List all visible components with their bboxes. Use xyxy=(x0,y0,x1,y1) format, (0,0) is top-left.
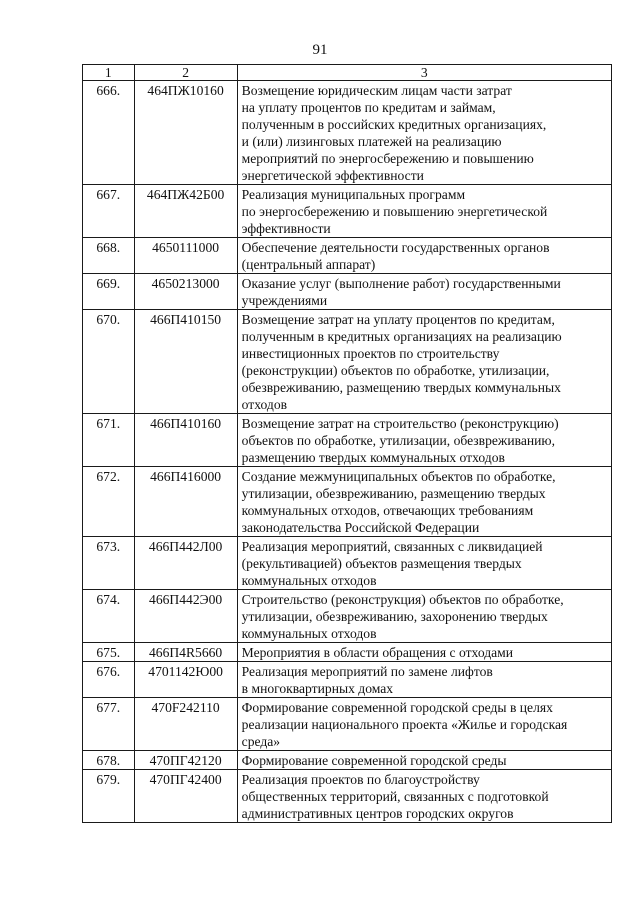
description-line: (рекультивацией) объектов размещения твердых xyxy=(241,556,522,571)
row-number: 666. xyxy=(83,81,135,185)
row-description xyxy=(237,770,611,823)
description-line: на уплату процентов по кредитам и займам, xyxy=(241,100,496,115)
table-row xyxy=(83,274,612,310)
row-number: 669. xyxy=(83,274,135,310)
table-header-row xyxy=(83,65,612,81)
description-line: эффективности xyxy=(241,221,331,236)
description-line: полученным в кредитных организациях на реализацию xyxy=(241,329,562,344)
row-description xyxy=(237,467,611,537)
row-code: 466П410150 xyxy=(134,310,237,414)
description-line: утилизации, обезвреживанию, захоронению твердых xyxy=(241,609,548,624)
description-line: коммунальных отходов xyxy=(241,626,377,641)
description-line: Мероприятия в области обращения с отходами xyxy=(241,645,514,660)
row-number: 671. xyxy=(83,414,135,467)
table-row xyxy=(83,467,612,537)
description-line: Оказание услуг (выполнение работ) государственными xyxy=(241,276,561,291)
description-line: в многоквартирных домах xyxy=(241,681,394,696)
description-line: и (или) лизинговых платежей на реализацию xyxy=(241,134,502,149)
row-description xyxy=(237,643,611,662)
row-number: 676. xyxy=(83,662,135,698)
table-row xyxy=(83,590,612,643)
header-col-2: 2 xyxy=(134,65,237,81)
row-code: 4701142Ю00 xyxy=(134,662,237,698)
description-line: обезвреживанию, размещению твердых коммунальных xyxy=(241,380,561,395)
row-code: 466П410160 xyxy=(134,414,237,467)
row-code: 466П442Л00 xyxy=(134,537,237,590)
budget-code-table xyxy=(82,64,612,823)
table-row xyxy=(83,238,612,274)
row-description xyxy=(237,310,611,414)
header-col-3: 3 xyxy=(237,65,611,81)
description-line: Формирование современной городской среды xyxy=(241,753,507,768)
table-row xyxy=(83,310,612,414)
description-line: объектов по обработке, утилизации, обезвреживанию, xyxy=(241,433,555,448)
table-row xyxy=(83,414,612,467)
description-line: Создание межмуниципальных объектов по обработке, xyxy=(241,469,556,484)
description-line: утилизации, обезвреживанию, размещению твердых xyxy=(241,486,546,501)
description-line: коммунальных отходов xyxy=(241,573,377,588)
row-code: 470ПГ42120 xyxy=(134,751,237,770)
table-row xyxy=(83,185,612,238)
description-line: Реализация мероприятий по замене лифтов xyxy=(241,664,493,679)
row-code: 464ПЖ42Б00 xyxy=(134,185,237,238)
table-row xyxy=(83,662,612,698)
description-line: законодательства Российской Федерации xyxy=(241,520,480,535)
description-line: Возмещение юридическим лицам части затрат xyxy=(241,83,512,98)
header-col-1: 1 xyxy=(83,65,135,81)
table-row xyxy=(83,751,612,770)
row-number: 679. xyxy=(83,770,135,823)
table-row xyxy=(83,81,612,185)
description-line: размещению твердых коммунальных отходов xyxy=(241,450,505,465)
row-code: 466П442Э00 xyxy=(134,590,237,643)
description-line: Формирование современной городской среды в целях xyxy=(241,700,553,715)
row-code: 470ПГ42400 xyxy=(134,770,237,823)
description-line: (реконструкции) объектов по обработке, утилизации, xyxy=(241,363,550,378)
row-number: 667. xyxy=(83,185,135,238)
row-code: 466П4R5660 xyxy=(134,643,237,662)
description-line: среда» xyxy=(241,734,281,749)
description-line: инвестиционных проектов по строительству xyxy=(241,346,500,361)
row-code: 4650213000 xyxy=(134,274,237,310)
description-line: Возмещение затрат на уплату процентов по кредитам, xyxy=(241,312,555,327)
page-number: 91 xyxy=(312,42,328,58)
table-row xyxy=(83,770,612,823)
row-description xyxy=(237,590,611,643)
row-description xyxy=(237,274,611,310)
row-description xyxy=(237,238,611,274)
description-line: энергетической эффективности xyxy=(241,168,424,183)
row-description xyxy=(237,81,611,185)
description-line: реализации национального проекта «Жилье и городская xyxy=(241,717,568,732)
description-line: Строительство (реконструкция) объектов по обработке, xyxy=(241,592,564,607)
row-number: 670. xyxy=(83,310,135,414)
row-description xyxy=(237,662,611,698)
table-row xyxy=(83,643,612,662)
description-line: Реализация проектов по благоустройству xyxy=(241,772,480,787)
row-number: 678. xyxy=(83,751,135,770)
row-number: 677. xyxy=(83,698,135,751)
row-number: 675. xyxy=(83,643,135,662)
description-line: (центральный аппарат) xyxy=(241,257,376,272)
description-line: Реализация муниципальных программ xyxy=(241,187,466,202)
table-row xyxy=(83,698,612,751)
row-code: 470F242110 xyxy=(134,698,237,751)
row-description xyxy=(237,537,611,590)
row-number: 673. xyxy=(83,537,135,590)
description-line: полученным в российских кредитных организациях, xyxy=(241,117,547,132)
description-line: административных центров городских округов xyxy=(241,806,514,821)
row-code: 4650111000 xyxy=(134,238,237,274)
table-row xyxy=(83,537,612,590)
description-line: Возмещение затрат на строительство (реконструкцию) xyxy=(241,416,559,431)
row-number: 672. xyxy=(83,467,135,537)
row-number: 674. xyxy=(83,590,135,643)
description-line: коммунальных отходов, отвечающих требованиям xyxy=(241,503,534,518)
row-description xyxy=(237,698,611,751)
description-line: учреждениями xyxy=(241,293,328,308)
description-line: отходов xyxy=(241,397,288,412)
description-line: Обеспечение деятельности государственных органов xyxy=(241,240,550,255)
row-description xyxy=(237,751,611,770)
description-line: по энергосбережению и повышению энергетической xyxy=(241,204,548,219)
description-line: мероприятий по энергосбережению и повышению xyxy=(241,151,534,166)
row-description xyxy=(237,185,611,238)
row-code: 464ПЖ10160 xyxy=(134,81,237,185)
row-description xyxy=(237,414,611,467)
table-body xyxy=(83,65,612,823)
row-number: 668. xyxy=(83,238,135,274)
row-code: 466П416000 xyxy=(134,467,237,537)
description-line: Реализация мероприятий, связанных с ликвидацией xyxy=(241,539,543,554)
description-line: общественных территорий, связанных с подготовкой xyxy=(241,789,549,804)
